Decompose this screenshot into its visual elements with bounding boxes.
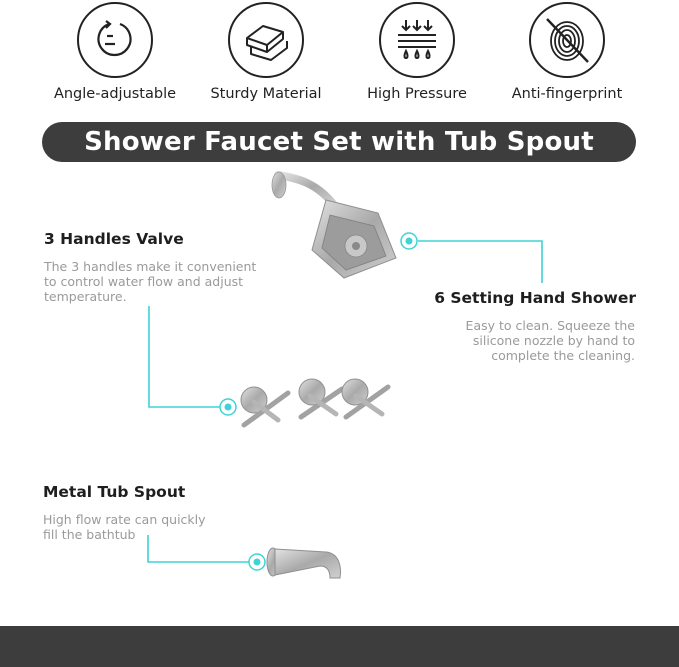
valve-leader-line (149, 306, 228, 407)
feature-label: Angle-adjustable (53, 86, 177, 102)
spout-leader-line (148, 535, 256, 562)
tub-spout-image (267, 548, 340, 578)
valve-target-marker (220, 399, 236, 415)
feature-label: Sturdy Material (210, 86, 322, 102)
banner-title: Shower Faucet Set with Tub Spout (84, 127, 594, 157)
valve-description: The 3 handles make it convenient to control water flow and adjust temperature. (44, 259, 257, 304)
spout-description: High flow rate can quickly fill the bathtub (43, 512, 206, 542)
spout-heading: Metal Tub Spout (43, 483, 186, 501)
shower-description: Easy to clean. Squeeze the silicone nozzle by hand to complete the cleaning. (465, 318, 635, 363)
footer-band (0, 626, 679, 667)
shower-leader-line (418, 241, 542, 283)
valve-heading: 3 Handles Valve (44, 230, 184, 248)
shower-heading: 6 Setting Hand Shower (434, 289, 636, 307)
feature-label: High Pressure (367, 86, 467, 102)
spout-target-marker (249, 554, 265, 570)
shower-head-image (272, 172, 396, 278)
shower-target-marker (401, 233, 417, 249)
valve-handles-image (241, 379, 388, 425)
feature-label: Anti-fingerprint (511, 86, 623, 102)
